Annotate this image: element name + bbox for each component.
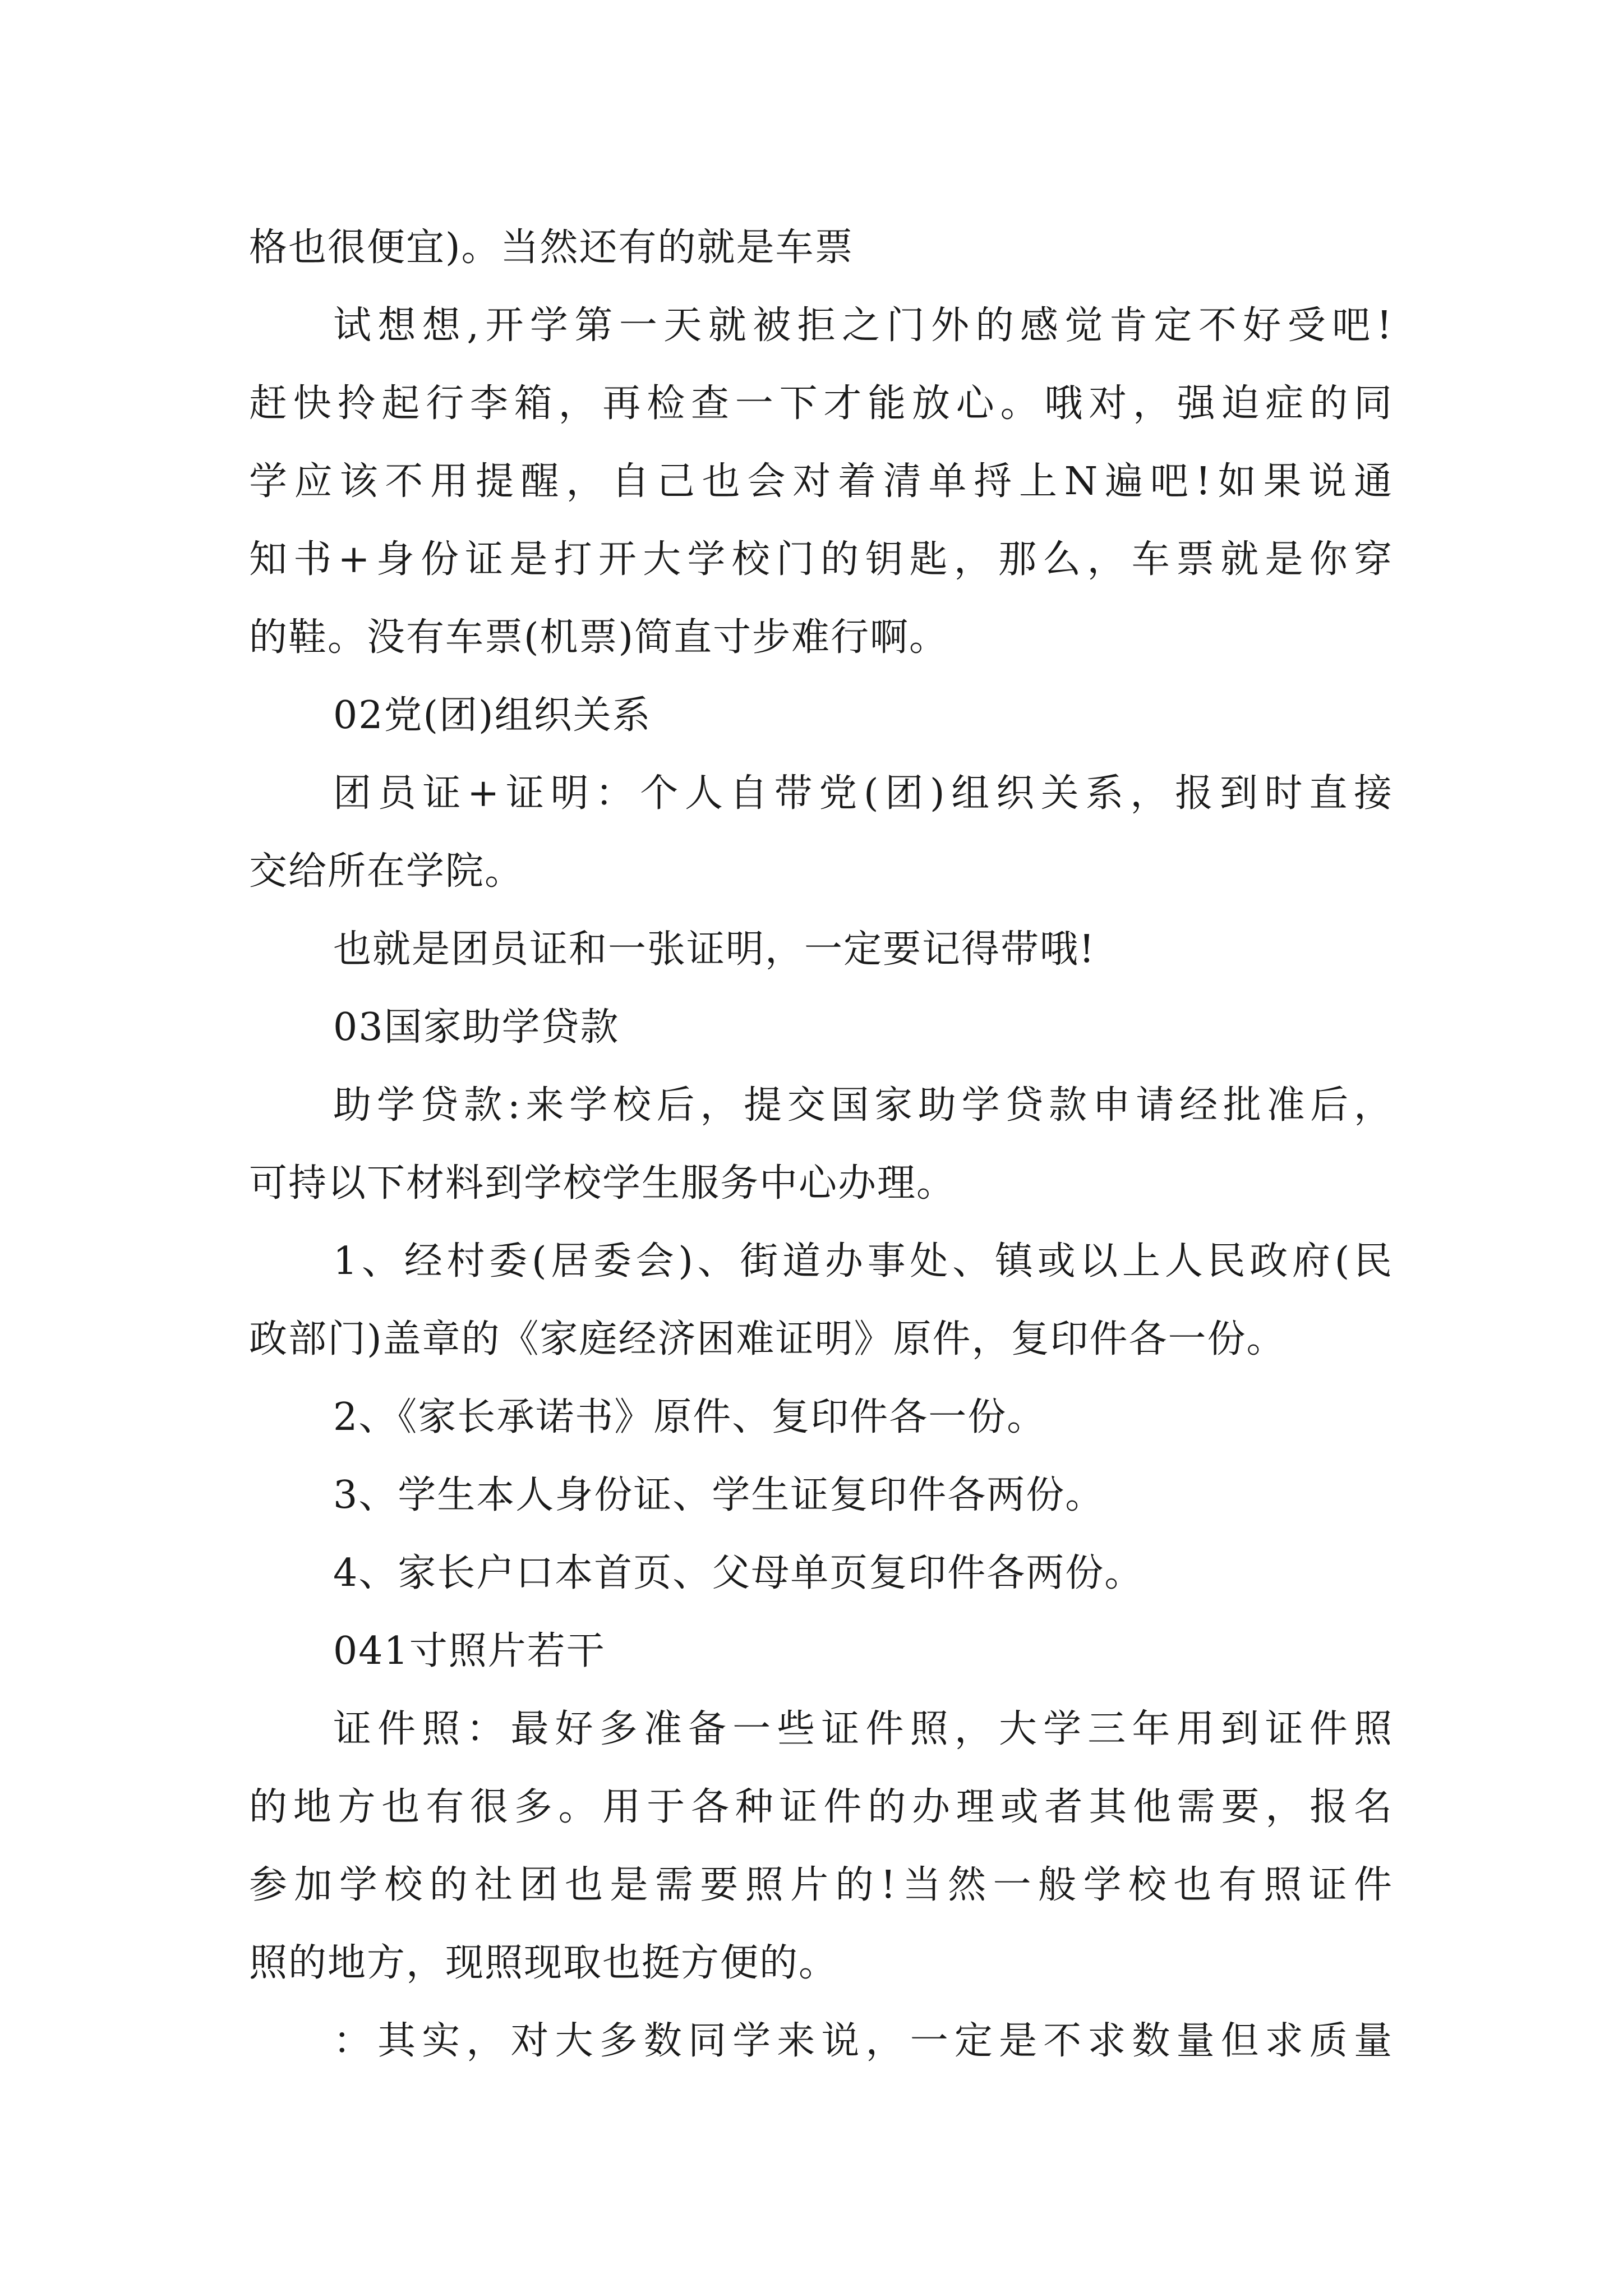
text-line: 可持以下材料到学校学生服务中心办理。	[249, 1161, 956, 1205]
list-item: 2、《家长承诺书》原件、复印件各一份。	[333, 1395, 1046, 1439]
text-line: ：其实，对大多数同学来说，一定是不求数量但求质量	[333, 2019, 1393, 2063]
text-line: 试想想,开学第一天就被拒之门外的感觉肯定不好受吧!	[333, 303, 1393, 348]
text-line: 交给所在学院。	[249, 849, 524, 894]
text-line: 赶快拎起行李箱，再检查一下才能放心。哦对，强迫症的同	[249, 381, 1393, 426]
text-line: 照的地方，现照现取也挺方便的。	[249, 1941, 838, 1985]
text-line: 证件照：最好多准备一些证件照，大学三年用到证件照	[333, 1707, 1393, 1751]
text-line: 的地方也有很多。用于各种证件的办理或者其他需要，报名	[249, 1785, 1393, 1829]
text-line: 格也很便宜)。当然还有的就是车票	[249, 226, 854, 270]
text-line: 团员证+证明：个人自带党(团)组织关系，报到时直接	[333, 771, 1393, 816]
section-heading-party-league: 02党(团)组织关系	[333, 693, 652, 738]
section-heading-photos: 041寸照片若干	[333, 1629, 606, 1673]
text-line: 政部门)盖章的《家庭经济困难证明》原件，复印件各一份。	[249, 1317, 1286, 1361]
document-body	[249, 209, 1393, 2080]
list-item: 3、学生本人身份证、学生证复印件各两份。	[333, 1473, 1105, 1517]
text-line: 知书+身份证是打开大学校门的钥匙，那么，车票就是你穿	[249, 537, 1393, 582]
text-line: 参加学校的社团也是需要照片的!当然一般学校也有照证件	[249, 1863, 1393, 1907]
list-item: 4、家长户口本首页、父母单页复印件各两份。	[333, 1551, 1144, 1595]
list-item: 1、经村委(居委会)、街道办事处、镇或以上人民政府(民	[333, 1239, 1393, 1283]
text-line: 的鞋。没有车票(机票)简直寸步难行啊。	[249, 615, 949, 660]
text-line: 助学贷款:来学校后，提交国家助学贷款申请经批准后，	[333, 1083, 1393, 1128]
text-line: 也就是团员证和一张证明，一定要记得带哦!	[333, 927, 1096, 972]
text-line: 学应该不用提醒，自己也会对着清单捋上N遍吧!如果说通	[249, 459, 1393, 504]
section-heading-student-loan: 03国家助学贷款	[333, 1005, 620, 1050]
